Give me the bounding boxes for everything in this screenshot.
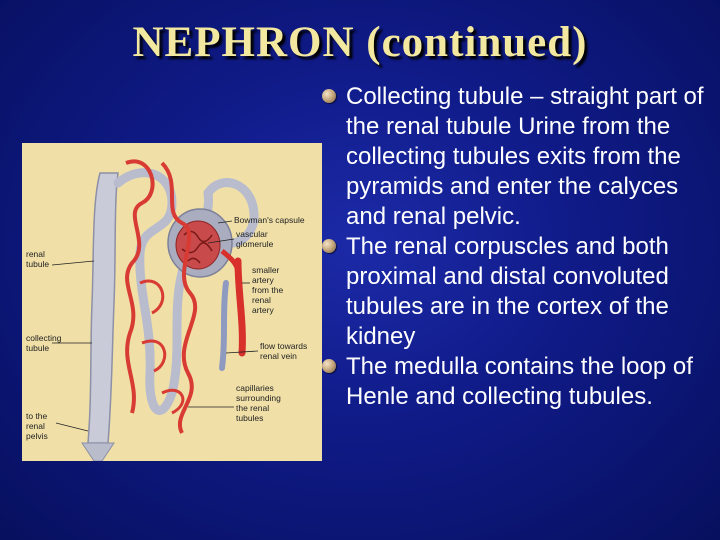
label-renal-tubule: renal tubule (26, 249, 50, 269)
label-collecting-tubule: collecting tubule (26, 333, 62, 353)
collecting-duct (88, 173, 118, 443)
duct-outlet (82, 443, 114, 461)
bullet-item (322, 82, 717, 232)
slide-title: NEPHRON (continued) (132, 19, 588, 66)
nephron-diagram (22, 143, 322, 461)
glomerulus (176, 221, 220, 269)
label-flow-to-vein: flow towards renal vein (260, 341, 308, 361)
bullet-icon (322, 89, 336, 103)
label-bowmans-capsule: Bowman's capsule (234, 215, 305, 225)
renal-vein (222, 283, 226, 368)
bullet-list (322, 82, 717, 412)
nephron-illustration (22, 143, 322, 461)
bullet-icon (322, 239, 336, 253)
bullet-item (322, 232, 717, 352)
bullet-text: Collecting tubule – straight part of the renal tubule Urine from the collecting tubules exits from the pyramids and enter the calyces and renal pelvic. (346, 83, 704, 230)
label-vascular-glomerulus: vascular glomerule (236, 229, 274, 249)
bullet-icon (322, 359, 336, 373)
label-smaller-artery: smaller artery from the renal artery (252, 265, 284, 315)
bullet-text: The medulla contains the loop of Henle and collecting tubules. (346, 353, 693, 410)
label-to-pelvis: to the renal pelvis (26, 411, 48, 441)
label-capillaries: capillaries surrounding the renal tubules (236, 383, 281, 423)
bullet-text: The renal corpuscles and both proximal and distal convoluted tubules are in the cortex of the kidney (346, 233, 669, 350)
renal-artery (238, 261, 242, 353)
bullet-item (322, 352, 717, 412)
